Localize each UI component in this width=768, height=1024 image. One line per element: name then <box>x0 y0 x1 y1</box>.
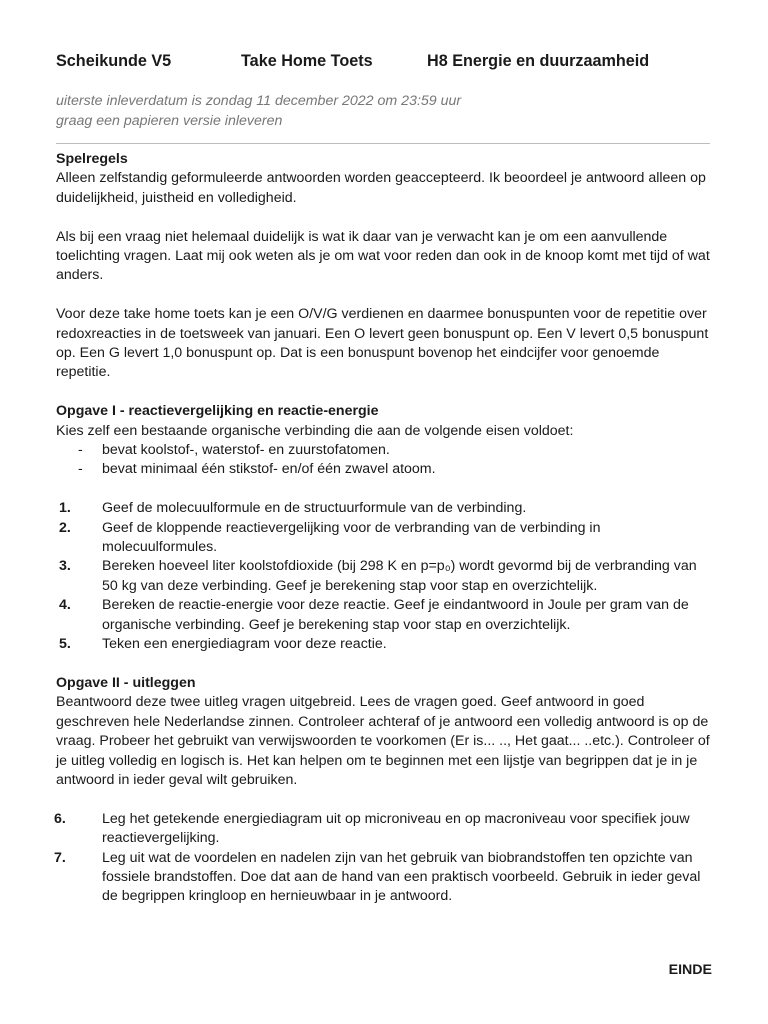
question-6: 6. Leg het getekende energiediagram uit op microniveau en op macroniveau voor specifiek jouw reactievergelijking. <box>54 810 690 847</box>
question-5: 5. Teken een energiediagram voor deze reactie. <box>59 636 387 653</box>
list-item: - bevat minimaal één stikstof- en/of één zwavel atoom. <box>78 461 436 478</box>
submission-info <box>56 91 461 131</box>
spelregels-paragraph-1: Alleen zelfstandig geformuleerde antwoorden worden geaccepteerd. Ik beoordeel je antwoord alleen op duidelijkheid, juistheid en volledigheid. <box>56 170 706 206</box>
spelregels-paragraph-3: Voor deze take home toets kan je een O/V/G verdienen en daarmee bonuspunten voor de repetitie over redoxreacties in de toetsweek van januari. Een O levert geen bonuspunt op. Een V levert 0,5 bonuspunt op. Een G levert 1,0 bonuspunt op. Dat is een bonuspunt bovenop het eindcijfer voor genoemde repetitie. <box>56 306 709 381</box>
question-4: 4. Bereken de reactie-energie voor deze reactie. Geef je eindantwoord in Joule per gram van de organische verbinding. Geef je berekening stap voor stap en overzichtelijk. <box>59 597 689 633</box>
question-3: 3. Bereken hoeveel liter koolstofdioxide (bij 298 K en p=p₀) wordt gevormd bij de verbranding van 50 kg van deze verbinding. Geef je berekening stap voor stap en overzichtelijk. <box>59 558 697 594</box>
opgave-1-heading: Opgave I - reactievergelijking en reactie-energie <box>56 403 379 420</box>
end-marker: EINDE <box>668 962 712 978</box>
chapter-title: H8 Energie en duurzaamheid <box>427 52 650 70</box>
deadline-text: uiterste inleverdatum is zondag 11 december 2022 om 23:59 uur <box>56 93 462 109</box>
opgave-2-intro: Beantwoord deze twee uitleg vragen uitgebreid. Lees de vragen goed. Geef antwoord in goed geschreven hele Nederlandse zinnen. Controleer achteraf of je antwoord een volledig antwoord is op de vraag. Probeer het gebruikt van verwijswoorden te voorkomen (Er is... .., Het gaat... ..etc.). Controleer of je uitleg volledig en logisch is. Het kan helpen om te beginnen met een lijstje van begrippen dat je in je antwoord in ieder geval wilt gebruiken. <box>56 694 710 788</box>
opgave-2-heading: Opgave II - uitleggen <box>56 674 196 691</box>
question-1: 1. Geef de molecuulformule en de structuurformule van de verbinding. <box>59 500 527 517</box>
header-divider <box>56 143 710 144</box>
document-body <box>56 150 710 907</box>
spelregels-paragraph-2: Als bij een vraag niet helemaal duidelijk is wat ik daar van je verwacht kan je om een aanvullende toelichting vragen. Laat mij ook weten als je om wat voor reden dan ook in de knoop komt met tijd of wat anders. <box>56 228 710 284</box>
question-2: 2. Geef de kloppende reactievergelijking voor de verbranding van de verbinding in molecuulformules. <box>59 519 601 556</box>
requirements-list <box>56 441 710 480</box>
paper-version-text: graag een papieren versie inleveren <box>56 113 283 129</box>
question-7: 7. Leg uit wat de voordelen en nadelen zijn van het gebruik van biobrandstoffen ten opzichte van fossiele brandstoffen. Doe dat aan de hand van een praktisch voorbeeld. Gebruik in ieder geval de begrippen kringloop en hernieuwbaar in je antwoord. <box>54 849 701 905</box>
test-title: Take Home Toets <box>241 52 373 70</box>
subject-title: Scheikunde V5 <box>56 52 172 70</box>
opgave-1-intro: Kies zelf een bestaande organische verbinding die aan de volgende eisen voldoet: <box>56 422 574 439</box>
document-header <box>56 52 710 74</box>
opgave-2-questions <box>56 810 710 907</box>
list-item: - bevat koolstof-, waterstof- en zuurstofatomen. <box>78 442 390 459</box>
opgave-1-questions <box>56 499 710 654</box>
spelregels-heading: Spelregels <box>56 151 128 167</box>
